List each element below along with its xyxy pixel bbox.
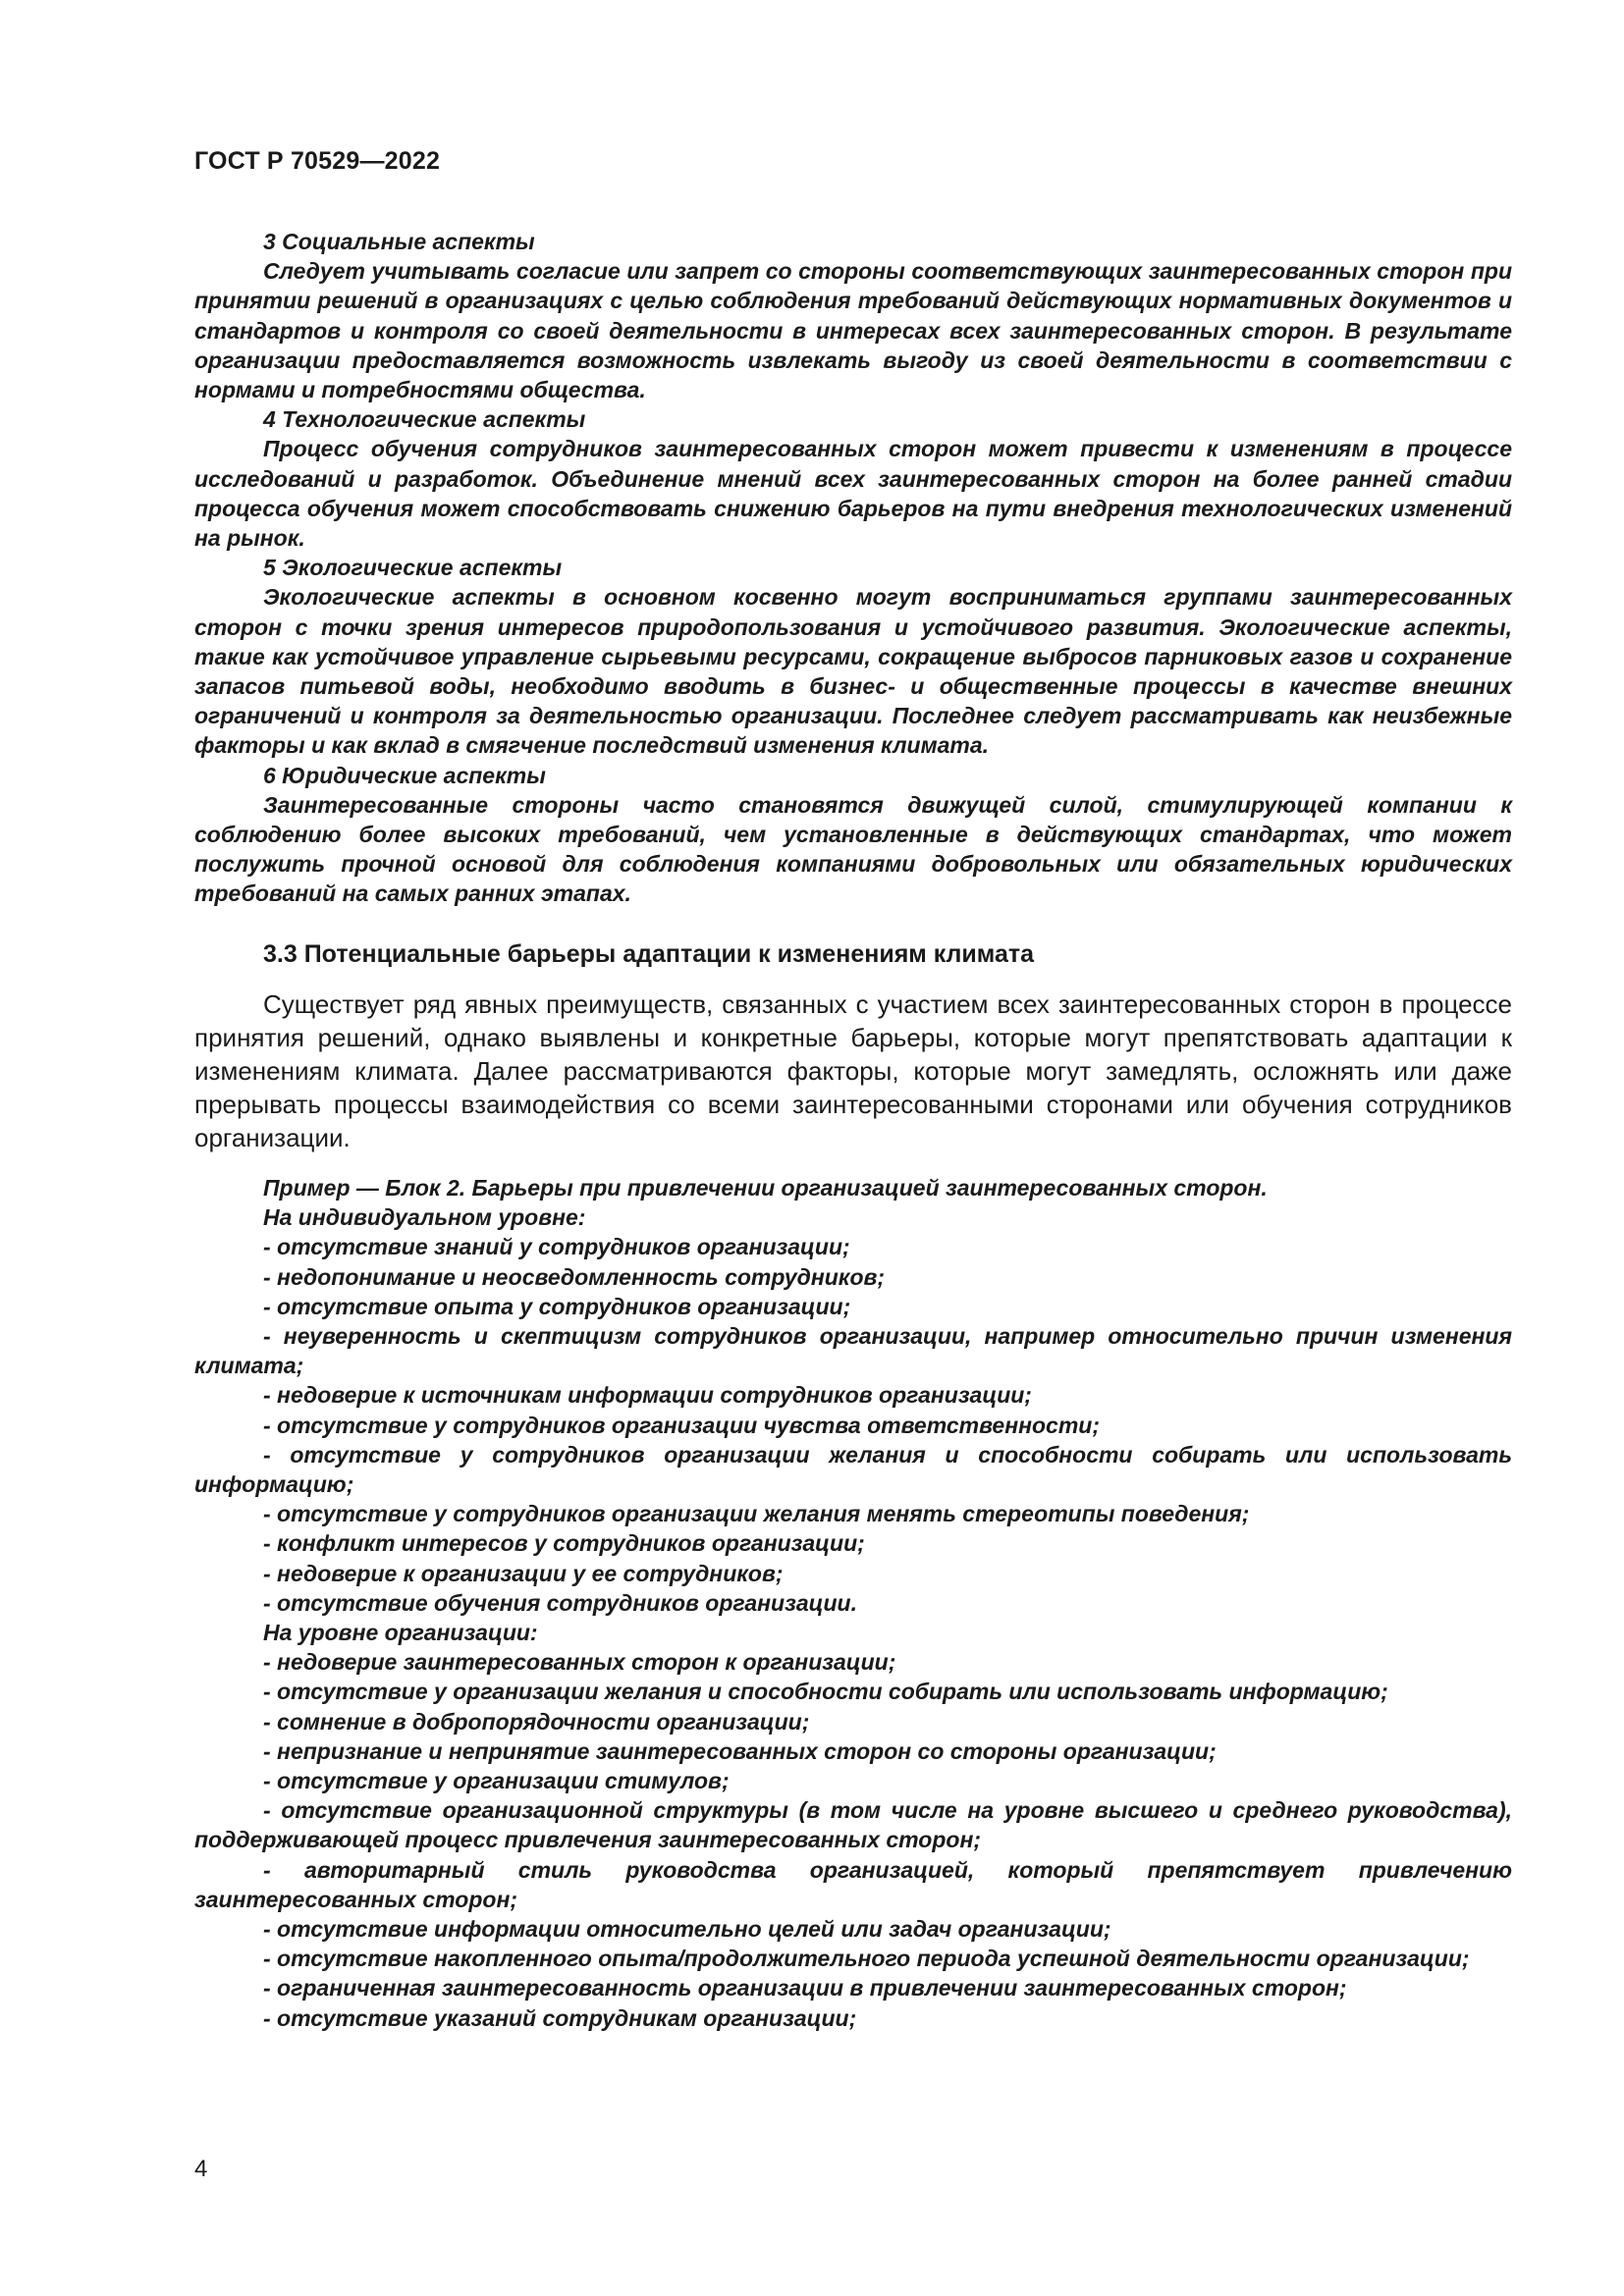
aspect-text: Заинтересованные стороны часто становятся движущей силой, стимулирующей компании к соблюдению более высоких требований, чем установленные в действующих стандартах, что может послужить прочной основой для соблюдения компаниями добровольных или обязательных юридических требований на самых ранних этапах. [194, 791, 1512, 907]
list-item: - неуверенность и скептицизм сотрудников организации, например относительно причин изменения климата; [194, 1323, 1512, 1379]
document-header: ГОСТ Р 70529—2022 [194, 147, 441, 175]
list-item: - недоверие к организации у ее сотрудников; [263, 1560, 784, 1586]
list-item: - отсутствие у сотрудников организации желания менять стереотипы поведения; [263, 1501, 1250, 1527]
page-number: 4 [194, 2156, 208, 2182]
list-item: - сомнение в добропорядочности организации; [263, 1708, 810, 1735]
list-item: - недоверие к источникам информации сотрудников организации; [263, 1382, 1032, 1409]
list-item: - непризнание и непринятие заинтересованных сторон со стороны организации; [263, 1737, 1217, 1764]
list-item: - отсутствие у сотрудников организации желания и способности собирать или использовать информацию; [194, 1441, 1512, 1498]
list-item: - отсутствие у сотрудников организации чувства ответственности; [263, 1412, 1101, 1438]
example-subheading: На индивидуальном уровне: [263, 1204, 586, 1231]
aspect-heading: 4 Технологические аспекты [263, 406, 586, 433]
list-item: - отсутствие организационной структуры (в том числе на уровне высшего и среднего руководства), поддерживающей процесс привлечения заинтересованных сторон; [194, 1797, 1512, 1853]
body-paragraph: Существует ряд явных преимуществ, связанных с участием всех заинтересованных сторон в процессе принятия решений, однако выявлены и конкретные барьеры, которые могут препятствовать адаптации к изменениям климата. Далее рассматриваются факторы, которые могут замедлять, осложнять или даже прерывать процессы взаимодействия со всеми заинтересованными сторонами или обучения сотрудников организации. [194, 989, 1512, 1152]
body-text [194, 988, 1512, 1154]
example-subheading: На уровне организации: [263, 1620, 538, 1646]
aspect-text: Следует учитывать согласие или запрет со стороны соответствующих заинтересованных сторон при принятии решений в организациях с целью соблюдения требований действующих нормативных документов и стандартов и контроля со своей деятельности в интересах всех заинтересованных сторон. В результате организации предоставляется возможность извлекать выгоду из своей деятельности в соответствии с нормами и потребностями общества. [194, 258, 1512, 403]
section-title: 3.3 Потенциальные барьеры адаптации к изменениям климата [263, 940, 1034, 968]
aspect-heading: 5 Экологические аспекты [263, 555, 563, 581]
example-title: Пример — Блок 2. Барьеры при привлечении организацией заинтересованных сторон. [263, 1175, 1268, 1201]
list-item: - отсутствие у организации стимулов; [263, 1768, 730, 1794]
list-item: - отсутствие обучения сотрудников организации. [263, 1589, 857, 1616]
list-item: - отсутствие у организации желания и способности собирать или использовать информацию; [263, 1679, 1388, 1705]
aspect-heading: 3 Социальные аспекты [263, 229, 535, 254]
list-item: - недопонимание и неосведомленность сотрудников; [263, 1263, 886, 1290]
aspect-heading: 6 Юридические аспекты [263, 762, 546, 788]
list-item: - отсутствие накопленного опыта/продолжительного периода успешной деятельности организации; [263, 1946, 1470, 1972]
aspect-text: Процесс обучения сотрудников заинтересованных сторон может привести к изменениям в процессе исследований и разработок. Объединение мнений всех заинтересованных сторон на более ранней стадии процесса обучения может способствовать снижению барьеров на пути внедрения технологических изменений на рынок. [194, 436, 1512, 552]
list-item: - недоверие заинтересованных сторон к организации; [263, 1649, 896, 1676]
example-block [194, 1173, 1512, 2033]
list-item: - ограниченная заинтересованность организации в привлечении заинтересованных сторон; [263, 1975, 1347, 2002]
list-item: - отсутствие информации относительно целей или задач организации; [263, 1916, 1111, 1943]
aspect-text: Экологические аспекты в основном косвенно могут восприниматься группами заинтересованных сторон с точки зрения интересов природопользования и устойчивого развития. Экологические аспекты, такие как устойчивое управление сырьевыми ресурсами, сокращение выбросов парниковых газов и сохранение запасов питьевой воды, необходимо вводить в бизнес- и общественные процессы в качестве внешних ограничений и контроля за деятельностью организации. Последнее следует рассматривать как неизбежные факторы и как вклад в смягчение последствий изменения климата. [194, 584, 1512, 759]
list-item: - отсутствие знаний у сотрудников организации; [263, 1234, 850, 1260]
list-item: - отсутствие указаний сотрудникам организации; [263, 2004, 857, 2031]
list-item: - авторитарный стиль руководства организацией, который препятствует привлечению заинтересованных сторон; [194, 1856, 1512, 1912]
list-item: - отсутствие опыта у сотрудников организации; [263, 1293, 851, 1319]
aspects-block [194, 227, 1512, 909]
list-item: - конфликт интересов у сотрудников организации; [263, 1530, 865, 1557]
